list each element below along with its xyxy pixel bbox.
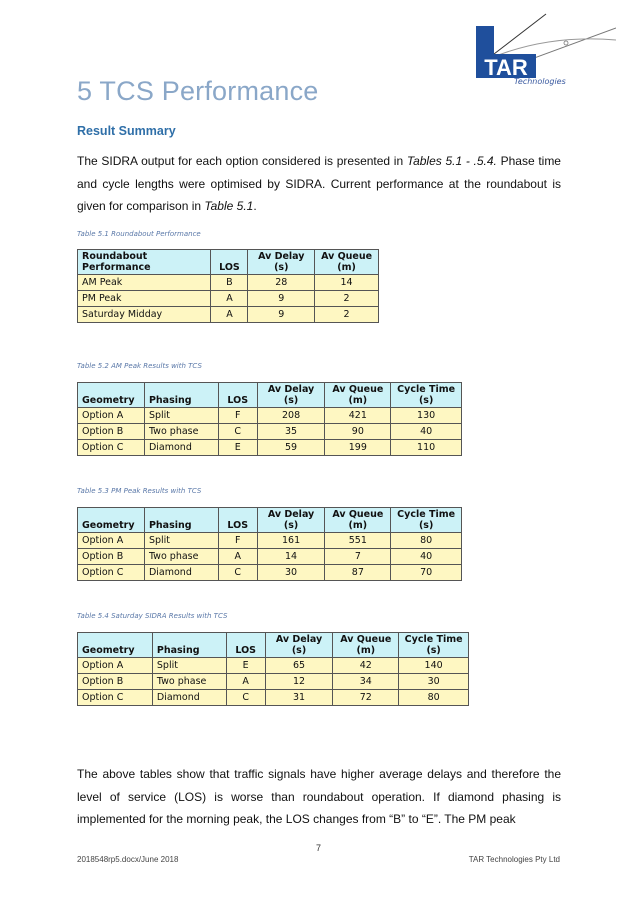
table-cell: 59: [257, 440, 325, 456]
header-cell: LOS: [211, 250, 248, 275]
table-cell: 70: [391, 565, 462, 581]
table3-caption: Table 5.3 PM Peak Results with TCS: [77, 487, 202, 495]
logo-brand-text: TAR: [484, 55, 528, 80]
table-cell: Two phase: [144, 424, 218, 440]
header-cell: LOS: [218, 383, 257, 408]
header-cell: Cycle Time (s): [399, 633, 469, 658]
table-row: [78, 275, 379, 291]
table-row: [78, 658, 469, 674]
logo-node: [564, 41, 568, 45]
table-cell: Option A: [78, 533, 145, 549]
table-cell: 14: [257, 549, 325, 565]
table-cell: 140: [399, 658, 469, 674]
table-cell: E: [226, 658, 265, 674]
table-cell: 161: [257, 533, 325, 549]
table-cell: 87: [325, 565, 391, 581]
table-cell: 30: [399, 674, 469, 690]
table-cell: Option C: [78, 440, 145, 456]
table-row: [78, 533, 462, 549]
table-row: [78, 408, 462, 424]
table4-caption: Table 5.4 Saturday SIDRA Results with TCS: [77, 612, 228, 620]
table-cell: Two phase: [152, 674, 226, 690]
table-cell: F: [218, 533, 257, 549]
page-number: 7: [315, 843, 321, 853]
table-cell: 2: [315, 291, 379, 307]
table-cell: F: [218, 408, 257, 424]
table-cell: 7: [325, 549, 391, 565]
table-cell: AM Peak: [78, 275, 211, 291]
header-cell: Phasing: [144, 383, 218, 408]
table-header-row: [78, 508, 462, 533]
header-cell: Geometry: [78, 383, 145, 408]
table-cell: 31: [265, 690, 333, 706]
table-cell: 80: [391, 533, 462, 549]
table-cell: Two phase: [144, 549, 218, 565]
table-cell: Option B: [78, 549, 145, 565]
table-cell: E: [218, 440, 257, 456]
table-cell: 40: [391, 424, 462, 440]
roundabout-performance-table: [77, 249, 379, 323]
table-cell: C: [218, 565, 257, 581]
footer-document-ref: 2018548rp5.docx/June 2018: [77, 855, 179, 864]
table-cell: Saturday Midday: [78, 307, 211, 323]
table-cell: A: [218, 549, 257, 565]
table-cell: 40: [391, 549, 462, 565]
header-cell: Av Delay (s): [265, 633, 333, 658]
table-cell: 80: [399, 690, 469, 706]
table-cell: Diamond: [144, 565, 218, 581]
footer-company: TAR Technologies Pty Ltd: [468, 855, 560, 864]
header-cell: Av Queue (m): [315, 250, 379, 275]
table-cell: A: [211, 291, 248, 307]
header-cell: Av Queue (m): [333, 633, 399, 658]
table-row: [78, 565, 462, 581]
table-cell: Diamond: [152, 690, 226, 706]
intro-text-2: Phase time and cycle lengths were optimised by SIDRA. Current performance at the roundabout is given for comparison in: [77, 154, 561, 213]
table-cell: 90: [325, 424, 391, 440]
logo-subtitle: Technologies: [514, 77, 566, 86]
header-cell: Av Delay (s): [257, 383, 325, 408]
header-cell: Av Queue (m): [325, 508, 391, 533]
table-cell: Option A: [78, 658, 153, 674]
conclusion-paragraph: The above tables show that traffic signals have higher average delays and therefore the level of service (LOS) is worse than roundabout operation. If diamond phasing is implemented for the morning peak, the LOS changes from “B” to “E”. The PM peak: [77, 767, 561, 826]
table-cell: Option A: [78, 408, 145, 424]
intro-text-3: .: [253, 199, 257, 213]
table-row: [78, 690, 469, 706]
table-cell: Option C: [78, 565, 145, 581]
table-cell: Option C: [78, 690, 153, 706]
pm-peak-results-table: [77, 507, 462, 581]
table-cell: 65: [265, 658, 333, 674]
table-cell: PM Peak: [78, 291, 211, 307]
table-cell: 42: [333, 658, 399, 674]
table-cell: 14: [315, 275, 379, 291]
table-cell: 208: [257, 408, 325, 424]
table-cell: Option B: [78, 424, 145, 440]
table-cell: 72: [333, 690, 399, 706]
table-cell: B: [211, 275, 248, 291]
table-cell: 9: [248, 307, 315, 323]
header-cell: Av Delay (s): [257, 508, 325, 533]
table-cell: 34: [333, 674, 399, 690]
table-header-row: [78, 250, 379, 275]
table-cell: 30: [257, 565, 325, 581]
header-cell: Phasing: [152, 633, 226, 658]
table1-caption: Table 5.1 Roundabout Performance: [77, 230, 201, 238]
table-cell: 28: [248, 275, 315, 291]
table-row: [78, 424, 462, 440]
table-cell: 12: [265, 674, 333, 690]
table-row: [78, 440, 462, 456]
table-cell: Diamond: [144, 440, 218, 456]
table-cell: 130: [391, 408, 462, 424]
logo-block-left: [476, 26, 494, 54]
section-heading: Result Summary: [77, 124, 176, 138]
table2-caption: Table 5.2 AM Peak Results with TCS: [77, 362, 202, 370]
table-cell: Split: [152, 658, 226, 674]
table-cell: A: [226, 674, 265, 690]
header-cell: Av Delay (s): [248, 250, 315, 275]
header-cell: LOS: [226, 633, 265, 658]
header-cell: Phasing: [144, 508, 218, 533]
intro-paragraph: [77, 150, 561, 218]
table-cell: Split: [144, 408, 218, 424]
table-cell: Option B: [78, 674, 153, 690]
header-cell: Cycle Time (s): [391, 508, 462, 533]
table-header-row: [78, 633, 469, 658]
header-cell: Geometry: [78, 508, 145, 533]
table-cell: C: [226, 690, 265, 706]
intro-ref-tables: Tables 5.1 - .5.4.: [406, 154, 497, 168]
page-title: 5 TCS Performance: [77, 76, 319, 106]
table-cell: 35: [257, 424, 325, 440]
table-cell: 110: [391, 440, 462, 456]
table-cell: 199: [325, 440, 391, 456]
header-cell: Av Queue (m): [325, 383, 391, 408]
table-row: [78, 291, 379, 307]
header-cell: Geometry: [78, 633, 153, 658]
header-cell: Cycle Time (s): [391, 383, 462, 408]
table-cell: 9: [248, 291, 315, 307]
table-row: [78, 674, 469, 690]
table-cell: C: [218, 424, 257, 440]
header-cell: LOS: [218, 508, 257, 533]
table-cell: 2: [315, 307, 379, 323]
table-row: [78, 307, 379, 323]
header-cell: Roundabout Performance: [78, 250, 211, 275]
saturday-results-table: [77, 632, 469, 706]
am-peak-results-table: [77, 382, 462, 456]
table-row: [78, 549, 462, 565]
table-header-row: [78, 383, 462, 408]
intro-text-1: The SIDRA output for each option considered is presented in: [77, 154, 407, 168]
table-cell: A: [211, 307, 248, 323]
table-cell: 551: [325, 533, 391, 549]
intro-ref-table: Table 5.1: [204, 199, 254, 213]
table-cell: Split: [144, 533, 218, 549]
table-cell: 421: [325, 408, 391, 424]
